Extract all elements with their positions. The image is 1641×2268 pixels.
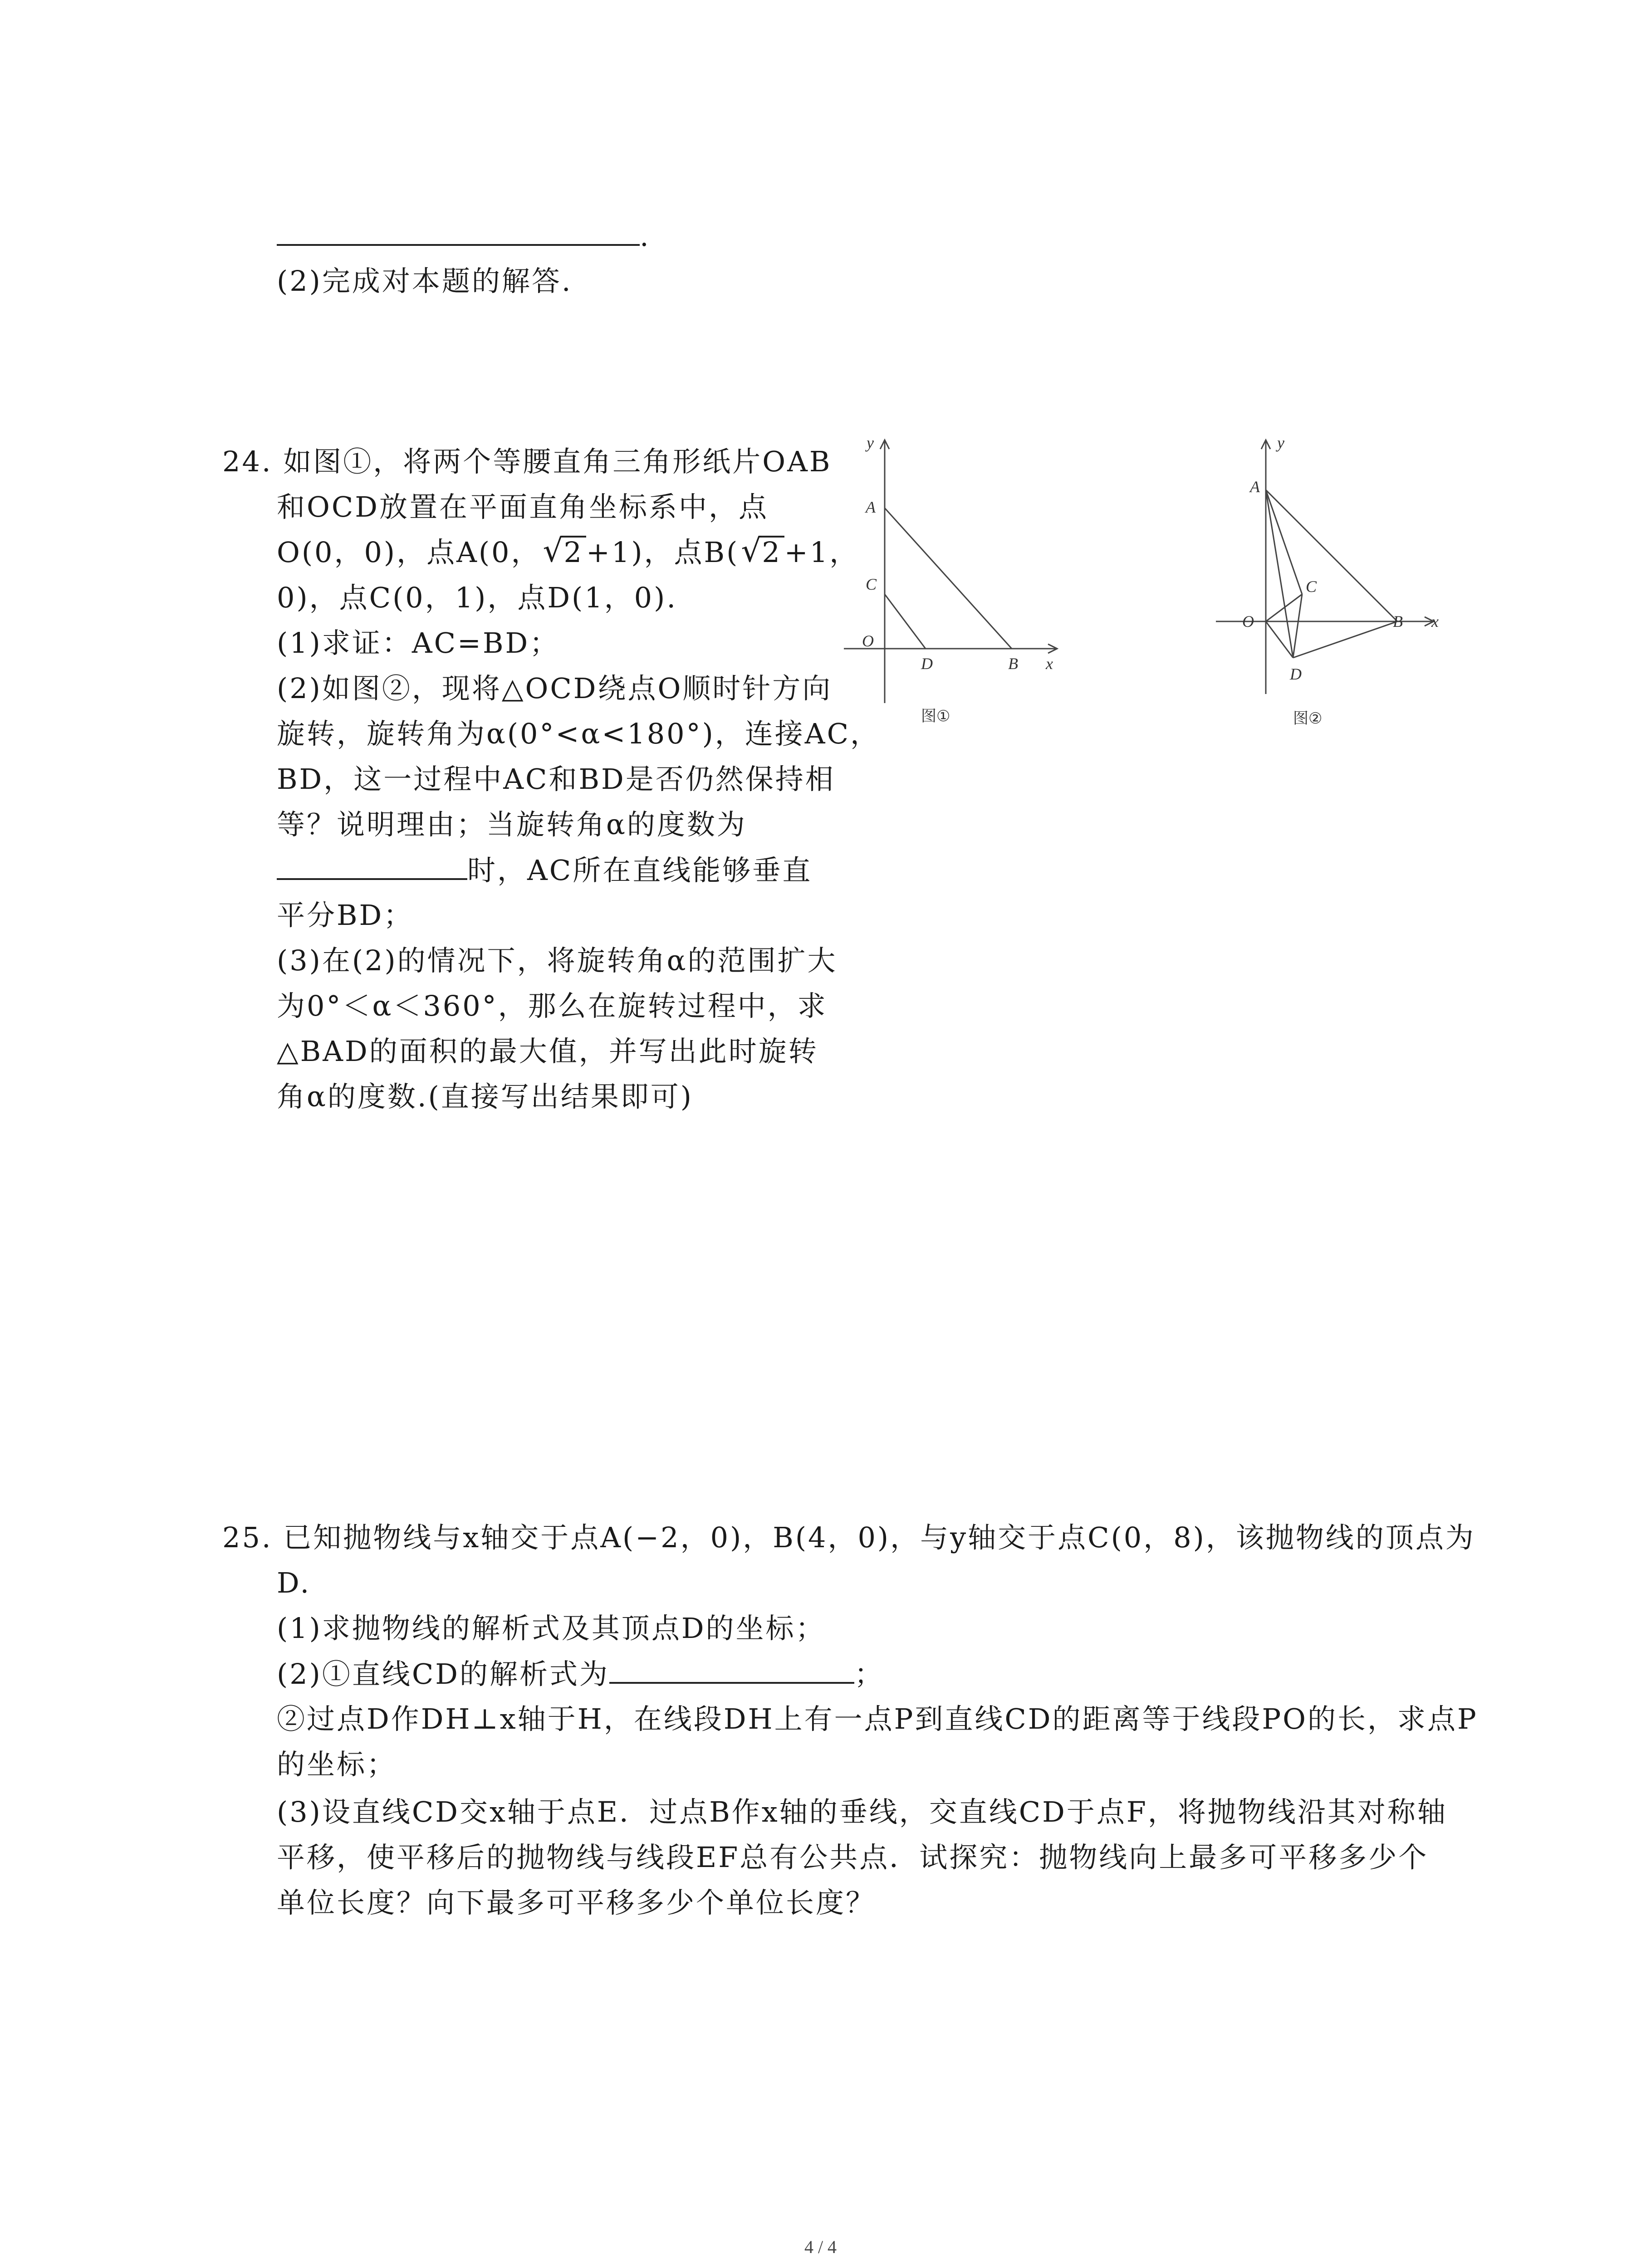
- label-y: y: [867, 434, 874, 452]
- label-A: A: [1250, 478, 1260, 496]
- answer-blank[interactable]: [277, 218, 640, 246]
- label-A: A: [866, 498, 876, 516]
- sqrt-symbol: √ 2: [543, 534, 586, 571]
- page-number: 4 / 4: [804, 2237, 837, 2257]
- q24-part2-line-2: 旋转，旋转角为α(0°<α<180°)，连接AC，: [277, 717, 881, 750]
- q25-line-2: D.: [277, 1566, 311, 1599]
- q24-part2-line-3: BD，这一过程中AC和BD是否仍然保持相: [277, 763, 835, 796]
- q24-line-3a: O(0，0)，点A(0，: [277, 536, 541, 569]
- segment-BD: [1293, 621, 1397, 658]
- q24-part2-line-1: (2)如图②，现将△OCD绕点O顺时针方向: [277, 672, 833, 705]
- q24-part3-line-3: △BAD的面积的最大值，并写出此时旋转: [277, 1035, 818, 1068]
- figure-2-caption: 图②: [1293, 709, 1323, 728]
- q24-part2-line-5-text: 时，AC所在直线能够垂直: [467, 854, 813, 887]
- figure-1: [835, 431, 1089, 739]
- q24-line-3c: +1，: [784, 536, 860, 569]
- segment-AB: [885, 508, 1012, 649]
- label-x: x: [1046, 655, 1053, 673]
- label-O: O: [1242, 612, 1254, 631]
- segment-AB: [1266, 490, 1397, 621]
- q25-part3-line-2: 平移，使平移后的抛物线与线段EF总有公共点．试探究：抛物线向上最多可平移多少个: [277, 1841, 1429, 1874]
- q24-line-1: 24. 如图①，将两个等腰直角三角形纸片OAB: [222, 445, 832, 478]
- sqrt-symbol: √ 2: [741, 534, 784, 571]
- q24-line-4: 0)，点C(0，1)，点D(1，0).: [277, 581, 678, 614]
- segment-OD: [1266, 621, 1293, 658]
- q25-part2-2-line-1: ②过点D作DH⊥x轴于H，在线段DH上有一点P到直线CD的距离等于线段PO的长，求点P: [277, 1702, 1478, 1735]
- figure-1-caption: 图①: [921, 707, 950, 725]
- q24-part1: (1)求证：AC=BD；: [277, 626, 560, 660]
- label-C: C: [1306, 577, 1317, 596]
- sqrt-radicand: 2: [561, 536, 586, 567]
- answer-blank[interactable]: [277, 852, 467, 880]
- q24-part2-line-4: 等？说明理由；当旋转角α的度数为: [277, 808, 747, 841]
- figure-2: [1198, 431, 1461, 739]
- label-C: C: [866, 575, 877, 593]
- q23-end-period: .: [640, 220, 651, 253]
- q25-part1: (1)求抛物线的解析式及其顶点D的坐标；: [277, 1612, 826, 1645]
- label-B: B: [1008, 655, 1018, 673]
- q23-answer-line: [277, 218, 651, 254]
- label-y: y: [1277, 434, 1284, 452]
- q25-part2-2-line-2: 的坐标；: [277, 1748, 397, 1781]
- q24-part2-line-5: [277, 852, 812, 889]
- q25-part3-line-3: 单位长度？向下最多可平移多少个单位长度？: [277, 1886, 876, 1919]
- q24-part3-line-4: 角α的度数.(直接写出结果即可): [277, 1080, 693, 1113]
- label-D: D: [921, 655, 933, 673]
- label-O: O: [862, 632, 874, 650]
- q23-part2: (2)完成对本题的解答.: [277, 264, 573, 298]
- q25-line-1: 25. 已知抛物线与x轴交于点A(−2，0)，B(4，0)，与y轴交于点C(0，8)，该抛物线的顶点为: [222, 1521, 1475, 1554]
- segment-AC: [1266, 490, 1302, 594]
- segment-CD: [885, 594, 926, 649]
- q24-part2-line-6: 平分BD；: [277, 899, 414, 932]
- q24-part3-line-1: (3)在(2)的情况下，将旋转角α的范围扩大: [277, 944, 838, 977]
- q24-line-2: 和OCD放置在平面直角坐标系中，点: [277, 490, 769, 523]
- segment-CD: [1293, 594, 1302, 658]
- q25-part2-1-text: (2)①直线CD的解析式为: [277, 1657, 609, 1691]
- q25-part3-line-1: (3)设直线CD交x轴于点E．过点B作x轴的垂线，交直线CD于点F，将抛物线沿其对称轴: [277, 1795, 1447, 1828]
- q24-part3-line-2: 为0°＜α＜360°，那么在旋转过程中，求: [277, 989, 828, 1022]
- q25-part2-1: [277, 1656, 884, 1692]
- label-x: x: [1431, 612, 1439, 631]
- label-D: D: [1290, 665, 1302, 683]
- segment-AD: [1266, 490, 1293, 658]
- answer-blank[interactable]: [609, 1656, 854, 1684]
- q24-line-3b: +1)，点B(: [586, 536, 740, 569]
- label-B: B: [1393, 612, 1403, 631]
- q24-line-3: [277, 534, 859, 571]
- sqrt-radicand: 2: [759, 536, 784, 567]
- q25-part2-1-end: ；: [854, 1657, 884, 1691]
